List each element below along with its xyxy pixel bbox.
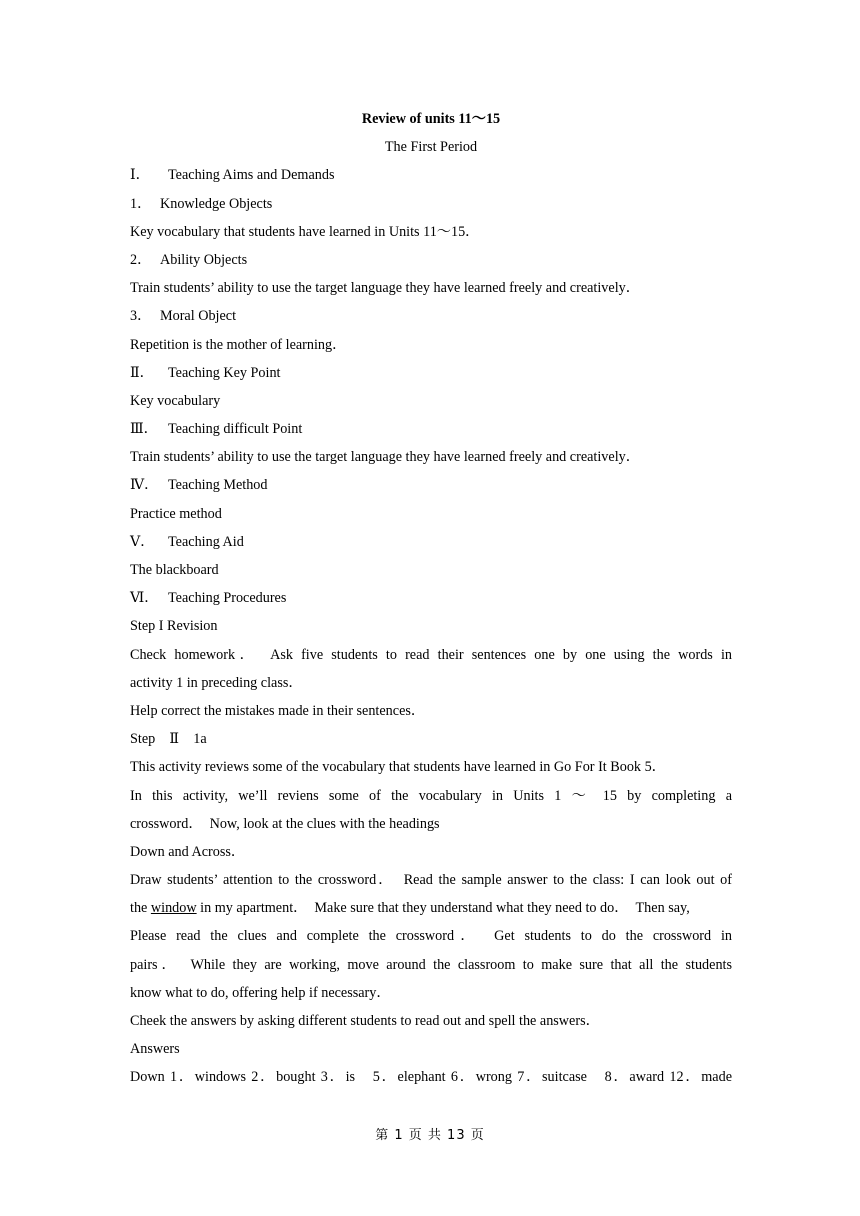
section-title: Teaching Key Point bbox=[168, 364, 281, 381]
paragraph-key-point: Key vocabulary bbox=[130, 392, 221, 409]
paragraph-line: This activity reviews some of the vocabulary that students have learned in Go For It Book 5． bbox=[130, 759, 666, 776]
subsection-heading-ability bbox=[130, 246, 732, 274]
section-title: Teaching Aid bbox=[168, 533, 244, 550]
section-number: Ⅴ． bbox=[130, 533, 155, 550]
section-heading-aid bbox=[130, 528, 732, 556]
paragraph-method: Practice method bbox=[130, 505, 222, 522]
subsection-title: Moral Object bbox=[160, 308, 237, 325]
subsection-heading-moral bbox=[130, 302, 732, 330]
section-number: Ⅵ． bbox=[130, 590, 159, 607]
section-title: Teaching Aims and Demands bbox=[168, 167, 335, 184]
subsection-heading-knowledge bbox=[130, 190, 732, 218]
paragraph-line: Cheek the answers by asking different students to read out and spell the answers． bbox=[130, 1013, 600, 1029]
subsection-number: 1． bbox=[130, 195, 152, 212]
paragraph-moral: Repetition is the mother of learning． bbox=[130, 336, 347, 353]
text-span: the bbox=[130, 900, 151, 917]
document-subtitle: The First Period bbox=[384, 139, 478, 156]
document-title: Review of units 11～15 bbox=[361, 111, 501, 127]
step-heading-1a: Step Ⅱ 1a bbox=[130, 731, 207, 748]
paragraph-ability: Train students’ ability to use the target language they have learned freely and creatively． bbox=[130, 280, 640, 297]
paragraph-aid: The blackboard bbox=[130, 562, 219, 578]
answers-line: Down 1．windows 2．bought 3．is 5．elephant 6．wrong 7．suitcase 8．award 12．made bbox=[130, 1069, 732, 1086]
paragraph-line: Draw students’ attention to the crossword． Read the sample answer to the class: I can look out of bbox=[130, 872, 732, 889]
paragraph-line: Down and Across． bbox=[130, 843, 246, 860]
underlined-word: window bbox=[150, 900, 197, 917]
paragraph-knowledge: Key vocabulary that students have learned in Units 11～15． bbox=[130, 223, 480, 240]
answers-label: Answers bbox=[130, 1041, 180, 1058]
paragraph-line: pairs． While they are working, move around the classroom to make sure that all the students bbox=[130, 956, 732, 973]
paragraph-line: crossword． Now, look at the clues with the headings bbox=[130, 815, 440, 832]
section-title: Teaching Method bbox=[168, 477, 268, 494]
section-heading-procedures bbox=[130, 584, 732, 612]
paragraph-line: activity 1 in preceding class． bbox=[130, 674, 303, 691]
section-number: Ⅳ． bbox=[130, 477, 159, 494]
section-heading-method bbox=[130, 471, 732, 499]
paragraph-line: Please read the clues and complete the crossword． Get students to do the crossword in bbox=[130, 928, 732, 945]
step-heading-revision: Step I Revision bbox=[130, 618, 218, 635]
section-title: Teaching difficult Point bbox=[168, 421, 303, 438]
section-heading-key-point bbox=[130, 359, 732, 387]
paragraph-line: Help correct the mistakes made in their sentences． bbox=[130, 702, 426, 719]
subsection-number: 2． bbox=[130, 251, 152, 268]
page-footer: 第 1 页 共 13 页 bbox=[375, 1128, 485, 1143]
paragraph-line: In this activity, we’ll reviens some of the vocabulary in Units 1 ～ 15 by completing a bbox=[130, 787, 732, 804]
paragraph-difficult-point: Train students’ ability to use the target language they have learned freely and creatively． bbox=[130, 449, 640, 466]
document-body bbox=[130, 105, 732, 1092]
text-span: in my apartment． Make sure that they understand what they need to do． Then say, bbox=[196, 900, 690, 917]
section-title: Teaching Procedures bbox=[168, 590, 287, 607]
section-number: Ⅰ． bbox=[130, 167, 150, 184]
section-number: Ⅱ． bbox=[130, 364, 154, 381]
subsection-title: Knowledge Objects bbox=[160, 195, 273, 212]
section-number: Ⅲ． bbox=[130, 421, 158, 438]
paragraph-line: Check homework． Ask five students to read their sentences one by one using the words in bbox=[130, 646, 732, 663]
paragraph-line bbox=[130, 894, 732, 922]
subsection-number: 3． bbox=[130, 308, 152, 325]
paragraph-line: know what to do, offering help if necessary． bbox=[130, 984, 391, 1001]
section-heading-difficult-point bbox=[130, 415, 732, 443]
section-heading-aims bbox=[130, 161, 732, 189]
subsection-title: Ability Objects bbox=[160, 251, 248, 268]
